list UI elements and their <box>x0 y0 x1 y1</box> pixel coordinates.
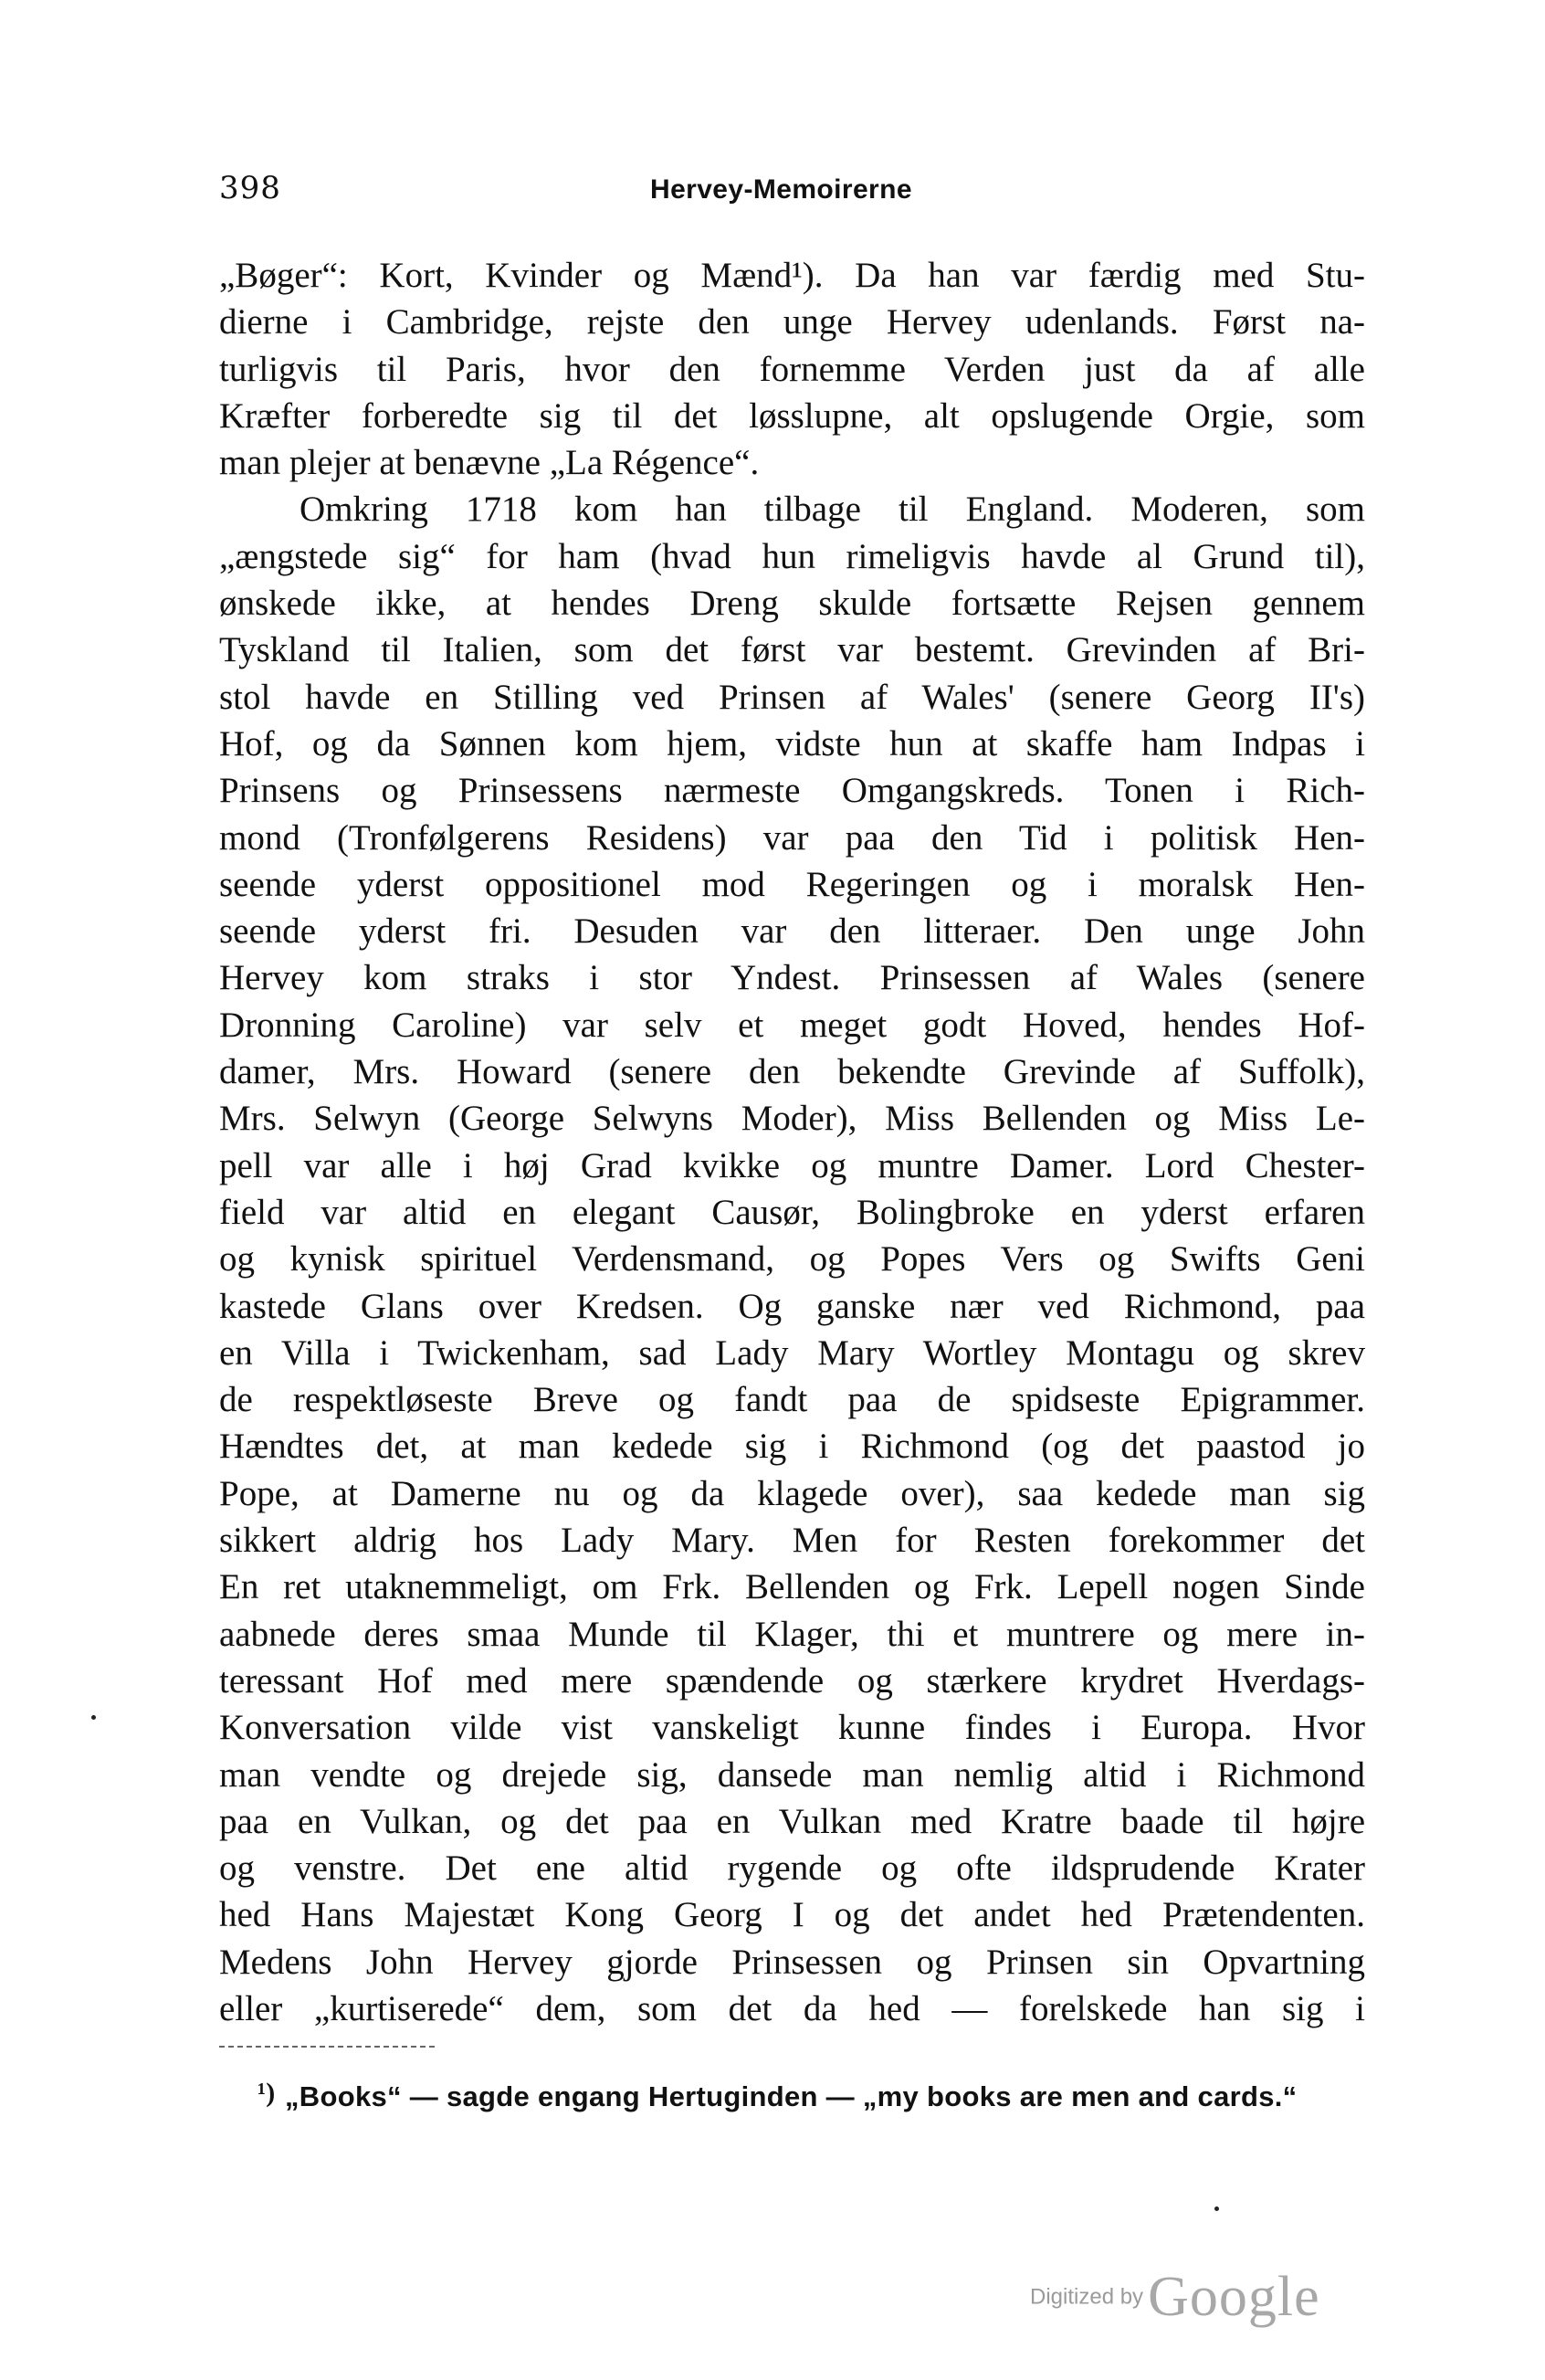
text-line: Omkring 1718 kom han tilbage til England. Moderen, som <box>300 490 1365 530</box>
running-title: Hervey-Memoirerne <box>650 174 912 205</box>
footnote-marker: ¹) <box>258 2078 276 2108</box>
text-line: sikkert aldrig hos Lady Mary. Men for Resten forekommer det <box>219 1521 1365 1561</box>
text-line: Hændtes det, at man kedede sig i Richmond (og det paastod jo <box>219 1427 1365 1467</box>
digitized-watermark <box>1030 2265 1320 2328</box>
text-line: Konversation vilde vist vanskeligt kunne findes i Europa. Hvor <box>219 1708 1365 1748</box>
text-line: en Villa i Twickenham, sad Lady Mary Wortley Montagu og skrev <box>219 1332 1365 1373</box>
body-text <box>219 252 1365 2032</box>
page-number: 398 <box>219 170 281 206</box>
text-line: damer, Mrs. Howard (senere den bekendte Grevinde af Suffolk), <box>219 1052 1365 1092</box>
text-line: pell var alle i høj Grad kvikke og muntre Damer. Lord Chester- <box>219 1145 1365 1185</box>
text-line: aabnede deres smaa Munde til Klager, thi et muntrere og mere in- <box>219 1614 1365 1654</box>
google-logo: Google <box>1148 2266 1320 2328</box>
text-line: Hof, og da Sønnen kom hjem, vidste hun at skaffe ham Indpas i <box>219 723 1365 763</box>
text-line: seende yderst oppositionel mod Regeringen og i moralsk Hen- <box>219 864 1365 904</box>
text-line: Kræfter forberedte sig til det løsslupne, alt opslugende Orgie, som <box>219 395 1365 436</box>
page-header <box>219 170 1365 225</box>
scan-speck <box>1214 2206 1219 2211</box>
text-line: man plejer at benævne „La Régence“. <box>219 443 760 483</box>
text-line: dierne i Cambridge, rejste den unge Hervey udenlands. Først na- <box>219 302 1365 342</box>
text-line: hed Hans Majestæt Kong Georg I og det andet hed Prætendenten. <box>219 1895 1365 1935</box>
digitized-by-text: Digitized by <box>1030 2284 1144 2310</box>
text-line: seende yderst fri. Desuden var den litteraer. Den unge John <box>219 911 1365 952</box>
text-line: field var altid en elegant Causør, Bolingbroke en yderst erfaren <box>219 1192 1365 1232</box>
footnote <box>258 2078 1362 2115</box>
text-line: Hervey kom straks i stor Yndest. Prinsessen af Wales (senere <box>219 958 1365 998</box>
text-line: man vendte og drejede sig, dansede man nemlig altid i Richmond <box>219 1754 1365 1795</box>
text-line: Mrs. Selwyn (George Selwyns Moder), Miss Bellenden og Miss Le- <box>219 1099 1365 1139</box>
text-line: Pope, at Damerne nu og da klagede over), saa kedede man sig <box>219 1473 1365 1513</box>
text-line: ønskede ikke, at hendes Dreng skulde fortsætte Rejsen gennem <box>219 584 1365 624</box>
footnote-text: „Books“ — sagde engang Hertuginden — „my books are men and cards.“ <box>285 2080 1298 2112</box>
text-line: Prinsens og Prinsessens nærmeste Omgangskreds. Tonen i Rich- <box>219 771 1365 811</box>
text-line: stol havde en Stilling ved Prinsen af Wales' (senere Georg II's) <box>219 677 1365 717</box>
text-line: kastede Glans over Kredsen. Og ganske nær ved Richmond, paa <box>219 1286 1365 1326</box>
text-line: Medens John Hervey gjorde Prinsessen og Prinsen sin Opvartning <box>219 1942 1365 1982</box>
text-line: Dronning Caroline) var selv et meget godt Hoved, hendes Hof- <box>219 1005 1365 1045</box>
text-line: paa en Vulkan, og det paa en Vulkan med Kratre baade til højre <box>219 1801 1365 1841</box>
text-line: de respektløseste Breve og fandt paa de spidseste Epigrammer. <box>219 1380 1365 1420</box>
text-line: mond (Tronfølgerens Residens) var paa den Tid i politisk Hen- <box>219 817 1365 858</box>
text-line: Tyskland til Italien, som det først var bestemt. Grevinden af Bri- <box>219 630 1365 670</box>
text-line: „ængstede sig“ for ham (hvad hun rimeligvis havde al Grund til), <box>219 536 1365 576</box>
text-line: og venstre. Det ene altid rygende og ofte ildsprudende Krater <box>219 1848 1365 1889</box>
scan-speck <box>91 1715 96 1720</box>
footnote-divider <box>219 2046 435 2048</box>
text-line: „Bøger“: Kort, Kvinder og Mænd¹). Da han var færdig med Stu- <box>219 256 1365 295</box>
text-line: turligvis til Paris, hvor den fornemme Verden just da af alle <box>219 349 1365 389</box>
text-line: En ret utaknemmeligt, om Frk. Bellenden og Frk. Lepell nogen Sinde <box>219 1567 1365 1607</box>
text-line: eller „kurtiserede“ dem, som det da hed — forelskede han sig i <box>219 1988 1365 2028</box>
text-line: teressant Hof med mere spændende og stærkere krydret Hverdags- <box>219 1660 1365 1701</box>
text-line: og kynisk spirituel Verdensmand, og Popes Vers og Swifts Geni <box>219 1239 1365 1280</box>
